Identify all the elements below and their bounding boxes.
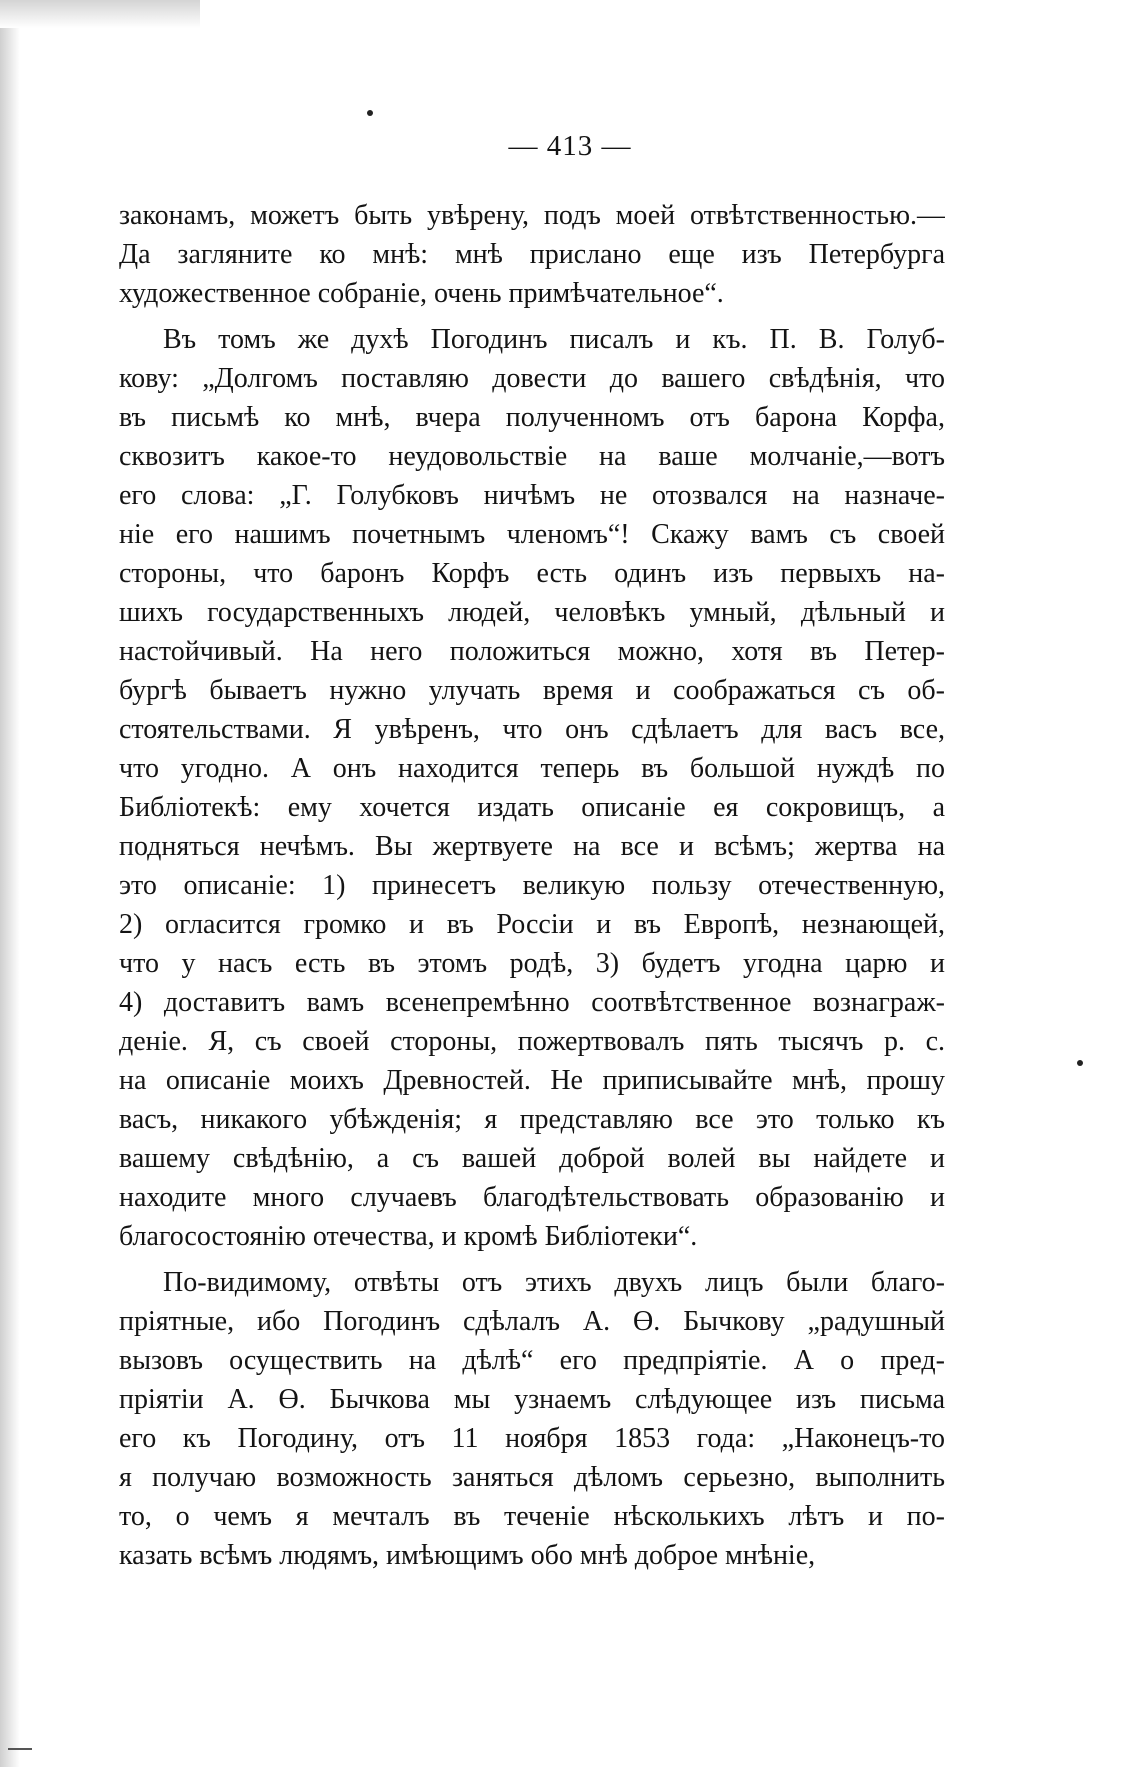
text-line: шихъ государственныхъ людей, человѣкъ умный, дѣльный и <box>119 597 945 628</box>
text-line: васъ, никакого убѣжденія; я представляю все это только къ <box>119 1104 945 1135</box>
text-line: что угодно. А онъ находится теперь въ большой нуждѣ по <box>119 753 945 784</box>
text-line: вызовъ осуществить на дѣлѣ“ его предпріятіе. А о пред- <box>119 1345 945 1376</box>
paragraph-gap <box>119 313 945 320</box>
text-line: Да загляните ко мнѣ: мнѣ прислано еще изъ Петербурга <box>119 239 945 270</box>
text-line: благосостоянію отечества, и кромѣ Библіотеки“. <box>119 1221 698 1252</box>
page-number: — 413 — <box>508 130 632 162</box>
text-line: Библіотекѣ: ему хочется издать описаніе ея сокровищъ, а <box>119 792 945 823</box>
text-line: стороны, что баронъ Корфъ есть одинъ изъ первыхъ на- <box>119 558 945 589</box>
ink-speck <box>367 110 373 116</box>
text-line: По-видимому, отвѣты отъ этихъ двухъ лицъ были благо- <box>163 1267 945 1298</box>
text-line: законамъ, можетъ быть увѣрену, подъ моей отвѣтственностью.— <box>119 200 945 231</box>
text-line: пріятные, ибо Погодинъ сдѣлалъ А. Ө. Бычкову „радушный <box>119 1306 945 1337</box>
text-line: кову: „Долгомъ поставляю довести до вашего свѣдѣнія, что <box>119 363 945 394</box>
text-line: сквозитъ какое-то неудовольствіе на ваше молчаніе,—вотъ <box>119 441 945 472</box>
text-line: то, о чемъ я мечталъ въ теченіе нѣсколькихъ лѣтъ и по- <box>119 1501 945 1532</box>
text-line: стоятельствами. Я увѣренъ, что онъ сдѣлаетъ для васъ все, <box>119 714 945 745</box>
text-line: его слова: „Г. Голубковъ ничѣмъ не отозвался на назначе- <box>119 480 945 511</box>
text-line: ніе его нашимъ почетнымъ членомъ“! Скажу вамъ съ своей <box>119 519 945 550</box>
text-line: въ письмѣ ко мнѣ, вчера полученномъ отъ барона Корфа, <box>119 402 945 433</box>
text-line: Въ томъ же духѣ Погодинъ писалъ и къ. П. В. Голуб- <box>163 324 945 355</box>
text-line: это описаніе: 1) принесетъ великую пользу отечественную, <box>119 870 945 901</box>
text-line: подняться нечѣмъ. Вы жертвуете на все и всѣмъ; жертва на <box>119 831 945 862</box>
text-line: настойчивый. На него положиться можно, хотя въ Петер- <box>119 636 945 667</box>
text-line: что у насъ есть въ этомъ родѣ, 3) будетъ угодна царю и <box>119 948 945 979</box>
body-text <box>119 196 945 1575</box>
text-line: на описаніе моихъ Древностей. Не приписывайте мнѣ, прошу <box>119 1065 945 1096</box>
scan-left-edge-shadow <box>0 0 20 1767</box>
text-line: пріятіи А. Ө. Бычкова мы узнаемъ слѣдующее изъ письма <box>119 1384 945 1415</box>
text-line: художественное собраніе, очень примѣчательное“. <box>119 278 724 309</box>
text-line: вашему свѣдѣнію, а съ вашей доброй волей вы найдете и <box>119 1143 945 1174</box>
text-line: я получаю возможность заняться дѣломъ серьезно, выполнить <box>119 1462 945 1493</box>
text-line: находите много случаевъ благодѣтельствовать образованію и <box>119 1182 945 1213</box>
ink-speck <box>1077 1060 1083 1066</box>
text-line: деніе. Я, съ своей стороны, пожертвовалъ пять тысячъ р. с. <box>119 1026 945 1057</box>
text-line: его къ Погодину, отъ 11 ноября 1853 года: „Наконецъ-то <box>119 1423 945 1454</box>
text-line: 2) огласится громко и въ Россіи и въ Европѣ, незнающей, <box>119 909 945 940</box>
scan-bottom-mark <box>8 1748 32 1750</box>
text-line: казать всѣмъ людямъ, имѣющимъ обо мнѣ доброе мнѣніе, <box>119 1540 816 1571</box>
scan-top-corner-shadow <box>0 0 200 28</box>
text-line: 4) доставитъ вамъ всенепремѣнно соотвѣтственное вознаграж- <box>119 987 945 1018</box>
text-line: бургѣ бываетъ нужно улучать время и соображаться съ об- <box>119 675 945 706</box>
paragraph-gap <box>119 1256 945 1263</box>
